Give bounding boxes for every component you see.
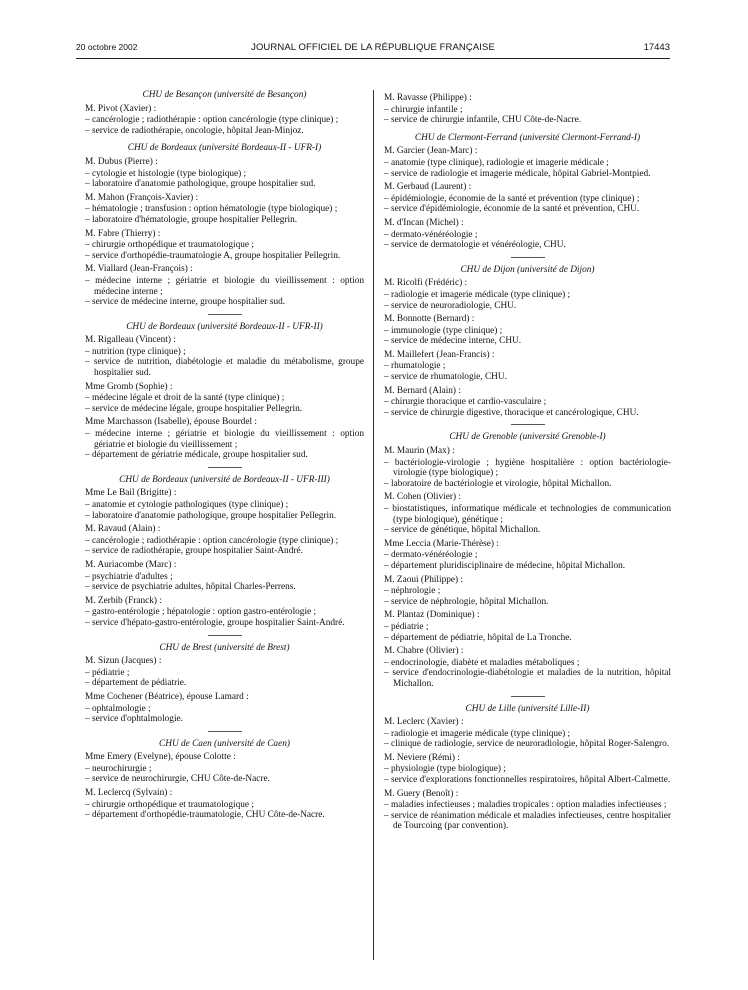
person-name: M. Guery (Benoît) :: [384, 788, 459, 799]
entry-item: – radiologie et imagerie médicale (type clinique) ;: [384, 729, 671, 740]
entry-item: – laboratoire d'anatomie pathologique, groupe hospitalier Pellegrin.: [85, 511, 364, 522]
entry-item: – service d'endocrinologie-diabétologie et maladies de la nutrition, hôpital Michallon.: [384, 668, 671, 689]
page-header: [76, 42, 670, 56]
entry-item: – chirurgie infantile ;: [384, 105, 671, 116]
header-rule: [76, 58, 670, 59]
section-divider: [208, 635, 242, 636]
person-name: M. Ravasse (Philippe) :: [384, 93, 472, 103]
entry-item: – rhumatologie ;: [384, 361, 671, 372]
entry-item: – laboratoire d'hématologie, groupe hospitalier Pellegrin.: [85, 215, 364, 226]
entry-item: – néphrologie ;: [384, 586, 671, 597]
section-heading: CHU de Caen (université de Caen): [159, 738, 290, 749]
entry-item: – service de radiothérapie, oncologie, hôpital Jean-Minjoz.: [85, 126, 364, 137]
entry-item: – département pluridisciplinaire de médecine, hôpital Michallon.: [384, 561, 671, 572]
entry-item: – maladies infectieuses ; maladies tropicales : option maladies infectieuses ;: [384, 800, 671, 811]
entry-item: – dermato-vénéréologie ;: [384, 550, 671, 561]
section-heading: CHU de Grenoble (université Grenoble-I): [449, 432, 606, 443]
entry-item: – service de médecine légale, groupe hospitalier Pellegrin.: [85, 404, 364, 415]
section-divider: [511, 257, 545, 258]
entry-item: – médecine interne ; gériatrie et biologie du vieillissement : option gériatrie et biologie du vieillissement ;: [85, 429, 364, 450]
entry-item: – anatomie et cytologie pathologiques (type clinique) ;: [85, 500, 364, 511]
entry-item: – gastro-entérologie ; hépatologie : option gastro-entérologie ;: [85, 607, 364, 618]
entry-item: – médecine interne ; gériatrie et biologie du vieillissement : option médecine interne ;: [85, 276, 364, 297]
entry-item: – service de dermatologie et vénéréologie, CHU.: [384, 240, 671, 251]
person-name: M. Maillefert (Jean-Francis) :: [384, 349, 495, 360]
entry-item: – cancérologie ; radiothérapie : option cancérologie (type clinique) ;: [85, 115, 364, 126]
person-name: Mme Emery (Evelyne), épouse Colotte :: [85, 752, 236, 763]
section-divider: [208, 467, 242, 468]
entry-item: – département de pédiatrie.: [85, 678, 364, 689]
person-name: M. Cohen (Olivier) :: [384, 492, 461, 503]
person-name: M. Fabre (Thierry) :: [85, 228, 161, 239]
section-divider: [208, 731, 242, 732]
person-name: M. Zerbib (Franck) :: [85, 595, 162, 606]
entry-item: – service de génétique, hôpital Michallon.: [384, 525, 671, 536]
entry-item: – anatomie (type clinique), radiologie et imagerie médicale ;: [384, 158, 671, 169]
section-heading: CHU de Bordeaux (université de Bordeaux-II - UFR-III): [119, 474, 330, 485]
person-name: M. Bonnotte (Bernard) :: [384, 314, 475, 325]
person-name: Mme Cochener (Béatrice), épouse Lamard :: [85, 691, 249, 702]
entry-item: – médecine légale et droit de la santé (type clinique) ;: [85, 393, 364, 404]
entry-item: – pédiatrie ;: [384, 622, 671, 633]
person-name: M. Garcier (Jean-Marc) :: [384, 146, 478, 157]
section-heading: CHU de Bordeaux (université Bordeaux-II - UFR-II): [126, 321, 323, 332]
person-name: M. d'Incan (Michel) :: [384, 217, 464, 228]
entry-item: – service d'orthopédie-traumatologie A, groupe hospitalier Pellegrin.: [85, 251, 364, 262]
column-divider: [373, 90, 374, 960]
section-heading: CHU de Dijon (université de Dijon): [460, 264, 595, 275]
entry-item: – hématologie ; transfusion : option hématologie (type biologique) ;: [85, 204, 364, 215]
entry-item: – pédiatrie ;: [85, 668, 364, 679]
entry-item: – bactériologie-virologie ; hygiène hospitalière : option bactériologie-virologie (type biologique) ;: [384, 458, 671, 479]
entry-item: – département de gériatrie médicale, groupe hospitalier sud.: [85, 450, 364, 461]
section-heading: CHU de Lille (université Lille-II): [465, 703, 590, 714]
entry-item: – endocrinologie, diabète et maladies métaboliques ;: [384, 658, 671, 669]
person-name: M. Mahon (François-Xavier) :: [85, 192, 199, 203]
person-name: M. Dubus (Pierre) :: [85, 156, 158, 167]
person-name: M. Leclercq (Sylvain) :: [85, 788, 173, 799]
person-name: M. Maurin (Max) :: [384, 446, 455, 457]
entry-item: – service de médecine interne, groupe hospitalier sud.: [85, 297, 364, 308]
entry-item: – service de psychiatrie adultes, hôpital Charles-Perrens.: [85, 582, 364, 593]
person-name: M. Ricolfi (Frédéric) :: [384, 278, 468, 289]
entry-item: – service de chirurgie infantile, CHU Côte-de-Nacre.: [384, 115, 671, 126]
entry-item: – service de radiologie et imagerie médicale, hôpital Gabriel-Montpied.: [384, 169, 671, 180]
entry-item: – service d'ophtalmologie.: [85, 714, 364, 725]
entry-item: – clinique de radiologie, service de neuroradiologie, hôpital Roger-Salengro.: [384, 739, 671, 750]
person-name: Mme Gromb (Sophie) :: [85, 381, 173, 392]
person-name: M. Auriacombe (Marc) :: [85, 559, 177, 570]
entry-item: – nutrition (type clinique) ;: [85, 347, 364, 358]
header-date: 20 octobre 2002: [76, 42, 138, 52]
entry-item: – service de neurochirurgie, CHU Côte-de-Nacre.: [85, 774, 364, 785]
entry-item: – département de pédiatrie, hôpital de La Tronche.: [384, 633, 671, 644]
entry-item: – ophtalmologie ;: [85, 704, 364, 715]
entry-item: – cytologie et histologie (type biologique) ;: [85, 169, 364, 180]
person-name: M. Chabre (Olivier) :: [384, 646, 464, 657]
person-name: M. Plantaz (Dominique) :: [384, 610, 480, 621]
person-name: Mme Marchasson (Isabelle), épouse Bourdel :: [85, 417, 257, 428]
header-title: JOURNAL OFFICIEL DE LA RÉPUBLIQUE FRANÇAISE: [251, 42, 495, 53]
section-divider: [511, 424, 545, 425]
entry-item: – service de neuroradiologie, CHU.: [384, 301, 671, 312]
person-name: M. Viallard (Jean-François) :: [85, 264, 193, 275]
entry-item: – service d'épidémiologie, économie de la santé et prévention, CHU.: [384, 204, 671, 215]
person-name: M. Gerbaud (Laurent) :: [384, 182, 472, 193]
entry-item: – immunologie (type clinique) ;: [384, 326, 671, 337]
right-column: [384, 90, 671, 832]
page-number: 17443: [643, 42, 670, 53]
entry-item: – service d'explorations fonctionnelles respiratoires, hôpital Albert-Calmette.: [384, 775, 671, 786]
entry-item: – dermato-vénéréologie ;: [384, 230, 671, 241]
entry-item: – laboratoire de bactériologie et virologie, hôpital Michallon.: [384, 479, 671, 490]
section-divider: [208, 314, 242, 315]
person-name: M. Pivot (Xavier) :: [85, 103, 157, 114]
person-name: M. Ravaud (Alain) :: [85, 524, 161, 535]
entry-item: – épidémiologie, économie de la santé et prévention (type clinique) ;: [384, 194, 671, 205]
person-name: M. Bernard (Alain) :: [384, 385, 461, 396]
entry-item: – physiologie (type biologique) ;: [384, 764, 671, 775]
entry-item: – cancérologie ; radiothérapie : option cancérologie (type clinique) ;: [85, 536, 364, 547]
entry-item: – service de médecine interne, CHU.: [384, 336, 671, 347]
section-heading: CHU de Brest (université de Brest): [159, 642, 290, 653]
entry-item: – chirurgie orthopédique et traumatologique ;: [85, 240, 364, 251]
section-heading: CHU de Bordeaux (université Bordeaux-II - UFR-I): [127, 143, 322, 154]
person-name: M. Sizun (Jacques) :: [85, 656, 162, 667]
entry-item: – service de réanimation médicale et maladies infectieuses, centre hospitalier de Tourcoing (par convention).: [384, 811, 671, 832]
entry-item: – service de radiothérapie, groupe hospitalier Saint-André.: [85, 546, 364, 557]
entry-item: – chirurgie thoracique et cardio-vasculaire ;: [384, 397, 671, 408]
entry-item: – service de néphrologie, hôpital Michallon.: [384, 597, 671, 608]
entry-item: – radiologie et imagerie médicale (type clinique) ;: [384, 290, 671, 301]
person-name: M. Zaoui (Philippe) :: [384, 574, 464, 585]
section-heading: CHU de Clermont-Ferrand (université Clermont-Ferrand-I): [414, 132, 641, 143]
person-name: M. Rigalleau (Vincent) :: [85, 335, 176, 346]
person-name: Mme Leccia (Marie-Thérèse) :: [384, 538, 499, 549]
person-name: M. Neviere (Rémi) :: [384, 752, 460, 763]
section-heading: CHU de Besançon (université de Besançon): [142, 90, 307, 100]
entry-item: – laboratoire d'anatomie pathologique, groupe hospitalier sud.: [85, 179, 364, 190]
entry-item: – service de nutrition, diabétologie et maladie du métabolisme, groupe hospitalier sud.: [85, 357, 364, 378]
entry-item: – service de rhumatologie, CHU.: [384, 372, 671, 383]
entry-item: – neurochirurgie ;: [85, 764, 364, 775]
entry-item: – biostatistiques, informatique médicale et technologies de communication (type biologique), génétique ;: [384, 504, 671, 525]
entry-item: – chirurgie orthopédique et traumatologique ;: [85, 800, 364, 811]
entry-item: – département d'orthopédie-traumatologie, CHU Côte-de-Nacre.: [85, 810, 364, 821]
person-name: Mme Le Bail (Brigitte) :: [85, 488, 177, 499]
entry-item: – psychiatrie d'adultes ;: [85, 572, 364, 583]
left-column: [85, 90, 364, 821]
entry-item: – service d'hépato-gastro-entérologie, groupe hospitalier Saint-André.: [85, 618, 364, 629]
entry-item: – service de chirurgie digestive, thoracique et cancérologique, CHU.: [384, 408, 671, 419]
section-divider: [511, 696, 545, 697]
person-name: M. Leclerc (Xavier) :: [384, 717, 464, 728]
